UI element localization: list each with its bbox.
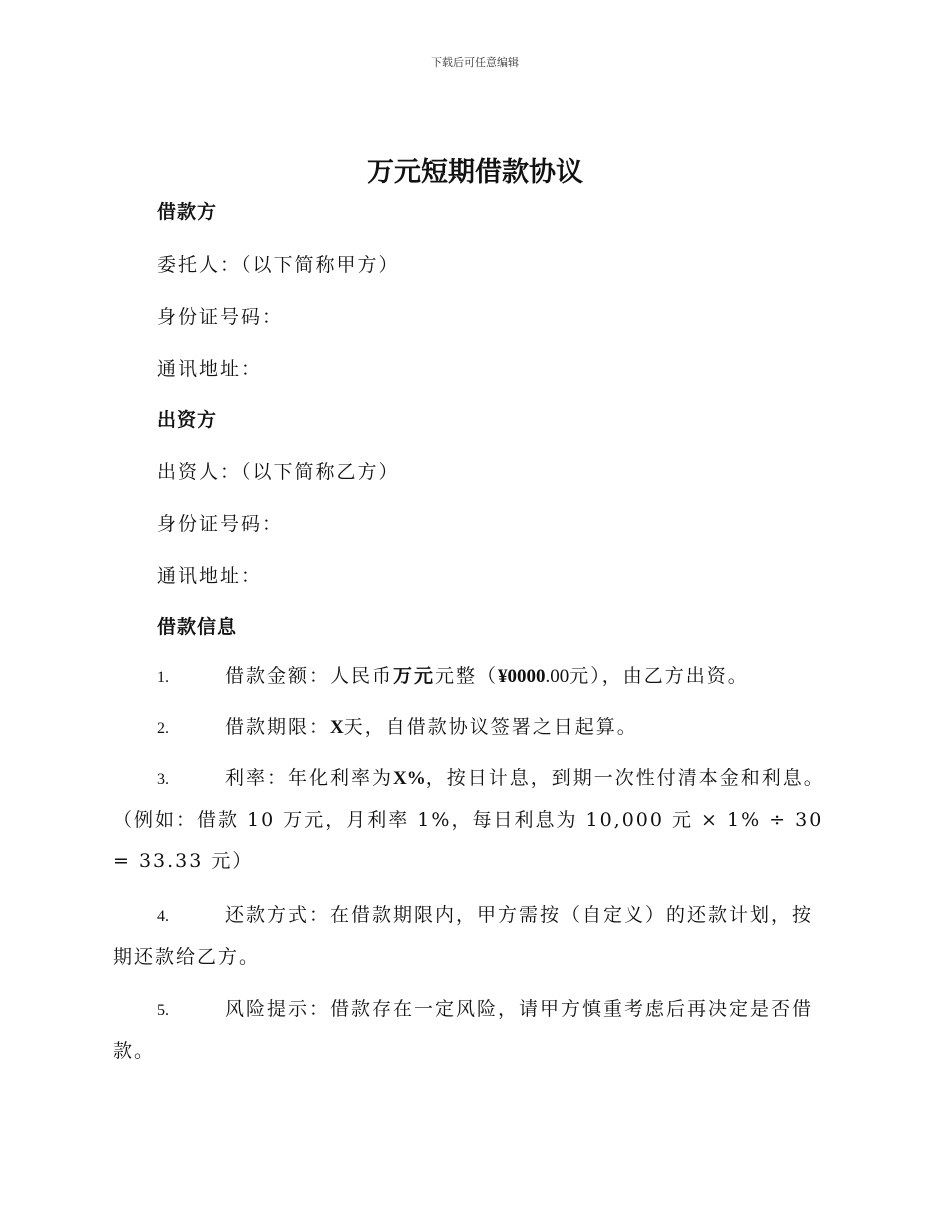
document-title: 万元短期借款协议 — [367, 157, 583, 188]
item-text: 元），由乙方出资。 — [569, 665, 749, 687]
loan-item-4 — [113, 895, 833, 978]
lender-heading: 出资方 — [157, 409, 218, 431]
item-number: 1. — [157, 669, 169, 686]
item-bold-text: 万元 — [393, 665, 436, 687]
item-bold-text: X — [330, 717, 344, 738]
lender-id-number: 身份证号码： — [157, 513, 284, 535]
item-amount-bold: ¥0000 — [498, 666, 546, 687]
borrower-principal: 委托人：（以下简称甲方） — [157, 254, 400, 276]
item-bold-text: X% — [393, 768, 426, 789]
borrower-id-number: 身份证号码： — [157, 306, 284, 328]
item-number: 4. — [157, 908, 169, 925]
loan-item-2 — [113, 707, 833, 749]
header-note: 下载后可任意编辑 — [431, 56, 519, 69]
lender-address: 通讯地址： — [157, 565, 263, 587]
loan-info-heading: 借款信息 — [157, 616, 238, 638]
item-text: 还款方式：在借款期限内，甲方需按（自定义）的还款计划，按期还款给乙方。 — [113, 904, 814, 968]
loan-item-1 — [113, 656, 833, 698]
item-text: 天，自借款协议签署之日起算。 — [343, 716, 638, 738]
lender-principal: 出资人：（以下简称乙方） — [157, 461, 400, 483]
borrower-address: 通讯地址： — [157, 358, 263, 380]
item-text: 借款期限： — [225, 716, 331, 738]
item-text: 利率：年化利率为 — [225, 767, 394, 789]
borrower-heading: 借款方 — [157, 201, 218, 223]
item-text: 元整（ — [435, 665, 499, 687]
item-text: 借款金额：人民币 — [225, 665, 394, 687]
item-amount-rest: .00 — [545, 666, 570, 687]
item-number: 2. — [157, 720, 169, 737]
loan-item-3 — [113, 758, 833, 882]
item-number: 3. — [157, 771, 169, 788]
item-number: 5. — [157, 1002, 169, 1019]
item-text: ，按日计息，到期一次性付清本金和利息。（例如：借款 10 万元，月利率 1%，每日利息为 10,000 元 × 1% ÷ 30 = 33.33 元） — [113, 767, 825, 872]
item-text: 风险提示：借款存在一定风险，请甲方慎重考虑后再决定是否借款。 — [113, 998, 814, 1062]
loan-item-5 — [113, 989, 833, 1072]
